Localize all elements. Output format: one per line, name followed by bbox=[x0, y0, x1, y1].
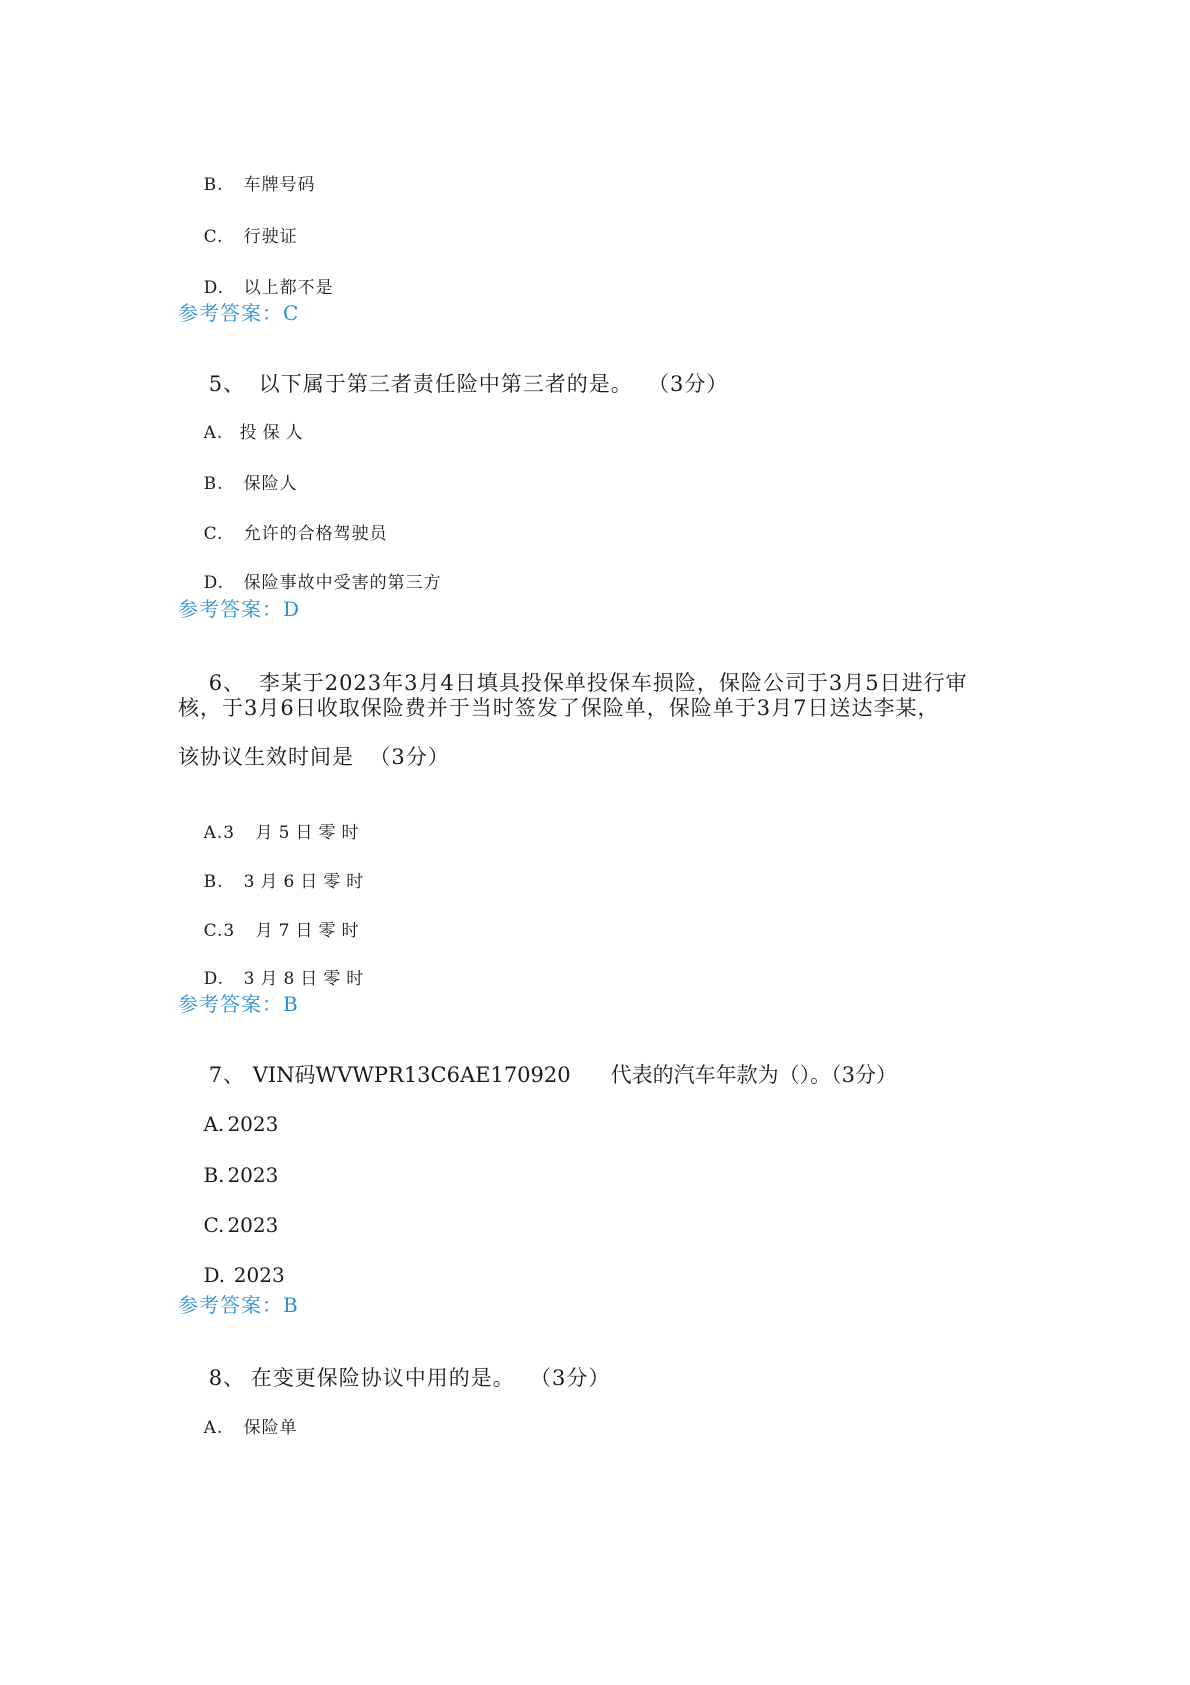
option-text: 车牌号码 bbox=[243, 175, 316, 195]
option-text: 投保人 bbox=[239, 423, 309, 443]
option-text: 2023 bbox=[227, 1213, 279, 1237]
option-text: 行驶证 bbox=[243, 227, 298, 247]
option-label: C. bbox=[203, 524, 224, 544]
option-text: 3月6日零时 bbox=[243, 872, 370, 892]
option-text: 2023 bbox=[227, 1112, 279, 1136]
option-text: 保险事故中受害的第三方 bbox=[243, 573, 442, 593]
option-text: 保险单 bbox=[243, 1418, 298, 1438]
question-text: 在变更保险协议中用的是。 （3分） bbox=[250, 1366, 611, 1390]
question-number: 5、 bbox=[208, 372, 246, 396]
option-label: D. bbox=[203, 1263, 226, 1287]
option-label: C. bbox=[203, 227, 224, 247]
option-text: 3月8日零时 bbox=[243, 969, 370, 989]
question-text: 以下属于第三者责任险中第三者的是。 （3分） bbox=[258, 372, 729, 396]
option-label: D. bbox=[203, 969, 225, 989]
reference-answer: 参考答案：D bbox=[178, 597, 301, 621]
option-label: C.3 bbox=[203, 921, 236, 941]
question-7 bbox=[178, 1035, 897, 1113]
option-text: 保险人 bbox=[243, 474, 298, 494]
option-label: B. bbox=[203, 474, 224, 494]
option-text: 2023 bbox=[227, 1263, 285, 1287]
reference-answer: 参考答案：C bbox=[178, 301, 300, 325]
reference-answer: 参考答案：B bbox=[178, 1293, 299, 1317]
option-label: B. bbox=[203, 175, 224, 195]
option-label: A.3 bbox=[203, 823, 236, 843]
option-a bbox=[178, 1393, 298, 1458]
option-label: A. bbox=[203, 423, 224, 443]
option-label: B. bbox=[203, 1163, 225, 1187]
question-number: 8、 bbox=[208, 1366, 246, 1390]
question-text-line: 核，于3月6日收取保险费并于当时签发了保险单，保险单于3月7日送达李某， bbox=[178, 696, 940, 720]
option-label: D. bbox=[203, 278, 225, 298]
option-text: 以上都不是 bbox=[243, 278, 334, 298]
reference-answer: 参考答案：B bbox=[178, 992, 299, 1016]
option-label: A. bbox=[203, 1418, 224, 1438]
question-text: VIN码WVWPR13C6AE170920 代表的汽车年款为（）。（3分） bbox=[252, 1063, 898, 1087]
option-label: C. bbox=[203, 1213, 225, 1237]
option-text: 月5日零时 bbox=[255, 823, 365, 843]
question-number: 6、 bbox=[208, 671, 246, 695]
question-number: 7、 bbox=[208, 1063, 246, 1087]
option-label: B. bbox=[203, 872, 224, 892]
question-text-line: 该协议生效时间是 （3分） bbox=[178, 745, 450, 769]
option-text: 2023 bbox=[227, 1163, 279, 1187]
option-label: D. bbox=[203, 573, 225, 593]
question-text-line: 李某于2023年3月4日填具投保单投保车损险，保险公司于3月5日进行审 bbox=[258, 671, 968, 695]
option-label: A. bbox=[203, 1112, 225, 1136]
option-text: 允许的合格驾驶员 bbox=[243, 524, 388, 544]
option-text: 月7日零时 bbox=[255, 921, 365, 941]
